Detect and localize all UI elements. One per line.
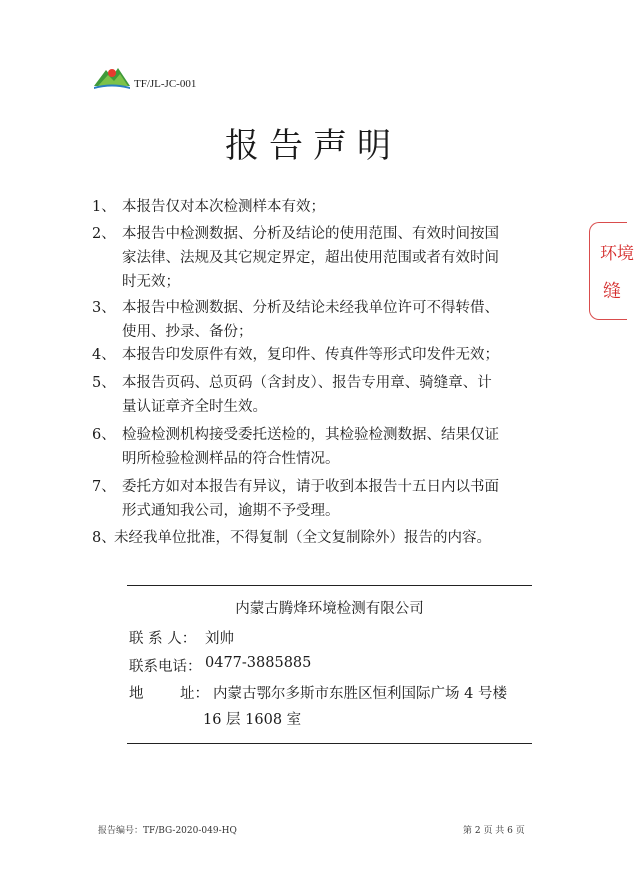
company-name: 内蒙古腾烽环境检测有限公司 <box>235 601 424 617</box>
item-text: 未经我单位批准，不得复制（全文复制除外）报告的内容。 <box>114 530 491 546</box>
item-number: 2、 <box>92 226 116 242</box>
contact-divider-top <box>127 585 532 586</box>
item-number: 7、 <box>92 479 116 495</box>
statement-item <box>92 292 552 342</box>
page-title: 报告声明 <box>225 126 401 166</box>
seal-text: 环境 <box>600 244 634 264</box>
address-line: 内蒙古鄂尔多斯市东胜区恒利国际广场 4 号楼 <box>213 686 507 702</box>
contact-person-label: 联 系 人： <box>129 631 197 647</box>
address-line: 16 层 1608 室 <box>203 712 302 728</box>
item-number: 6、 <box>92 427 116 443</box>
item-text: 本报告印发原件有效，复印件、传真件等形式印发件无效； <box>122 347 499 363</box>
statement-item <box>92 372 552 422</box>
contact-divider-bottom <box>127 743 532 744</box>
seal-text: 缝 <box>603 281 621 302</box>
item-number: 5、 <box>92 375 116 391</box>
item-text: 明所检验检测样品的符合性情况。 <box>122 451 340 467</box>
item-text: 使用、抄录、备份； <box>122 324 253 340</box>
address-label: 地 <box>129 686 144 702</box>
item-text: 本报告仅对本次检测样本有效； <box>122 199 325 215</box>
item-text: 本报告页码、总页码（含封皮）、报告专用章、骑缝章、计 <box>122 375 492 391</box>
document-code: TF/JL-JC-001 <box>134 78 197 90</box>
company-logo-icon <box>92 62 132 92</box>
item-number: 8、 <box>92 530 116 546</box>
item-number: 3、 <box>92 300 116 316</box>
item-text: 时无效； <box>122 274 180 290</box>
statement-item <box>92 196 552 218</box>
statement-item <box>92 527 552 549</box>
address-label: 址： <box>180 686 209 702</box>
item-text: 本报告中检测数据、分析及结论的使用范围、有效时间按国 <box>122 226 499 242</box>
seam-seal-stamp <box>589 222 634 320</box>
contact-person: 刘帅 <box>205 631 234 647</box>
page-number: 第 2 页 共 6 页 <box>463 826 525 836</box>
statement-item <box>92 220 552 292</box>
report-number: 报告编号：TF/BG-2020-049-HQ <box>98 826 237 836</box>
item-text: 本报告中检测数据、分析及结论未经我单位许可不得转借、 <box>122 300 499 316</box>
contact-phone-label: 联系电话： <box>129 659 202 675</box>
statement-item <box>92 424 552 474</box>
contact-phone: 0477-3885885 <box>205 655 312 671</box>
statement-item <box>92 476 552 526</box>
item-text: 形式通知我公司，逾期不予受理。 <box>122 503 340 519</box>
item-text: 委托方如对本报告有异议，请于收到本报告十五日内以书面 <box>122 479 499 495</box>
statement-item <box>92 344 552 366</box>
item-text: 量认证章齐全时生效。 <box>122 399 267 415</box>
item-text: 检验检测机构接受委托送检的，其检验检测数据、结果仅证 <box>122 427 499 443</box>
item-number: 1、 <box>92 199 116 215</box>
item-number: 4、 <box>92 347 116 363</box>
item-text: 家法律、法规及其它规定界定，超出使用范围或者有效时间 <box>122 250 499 266</box>
